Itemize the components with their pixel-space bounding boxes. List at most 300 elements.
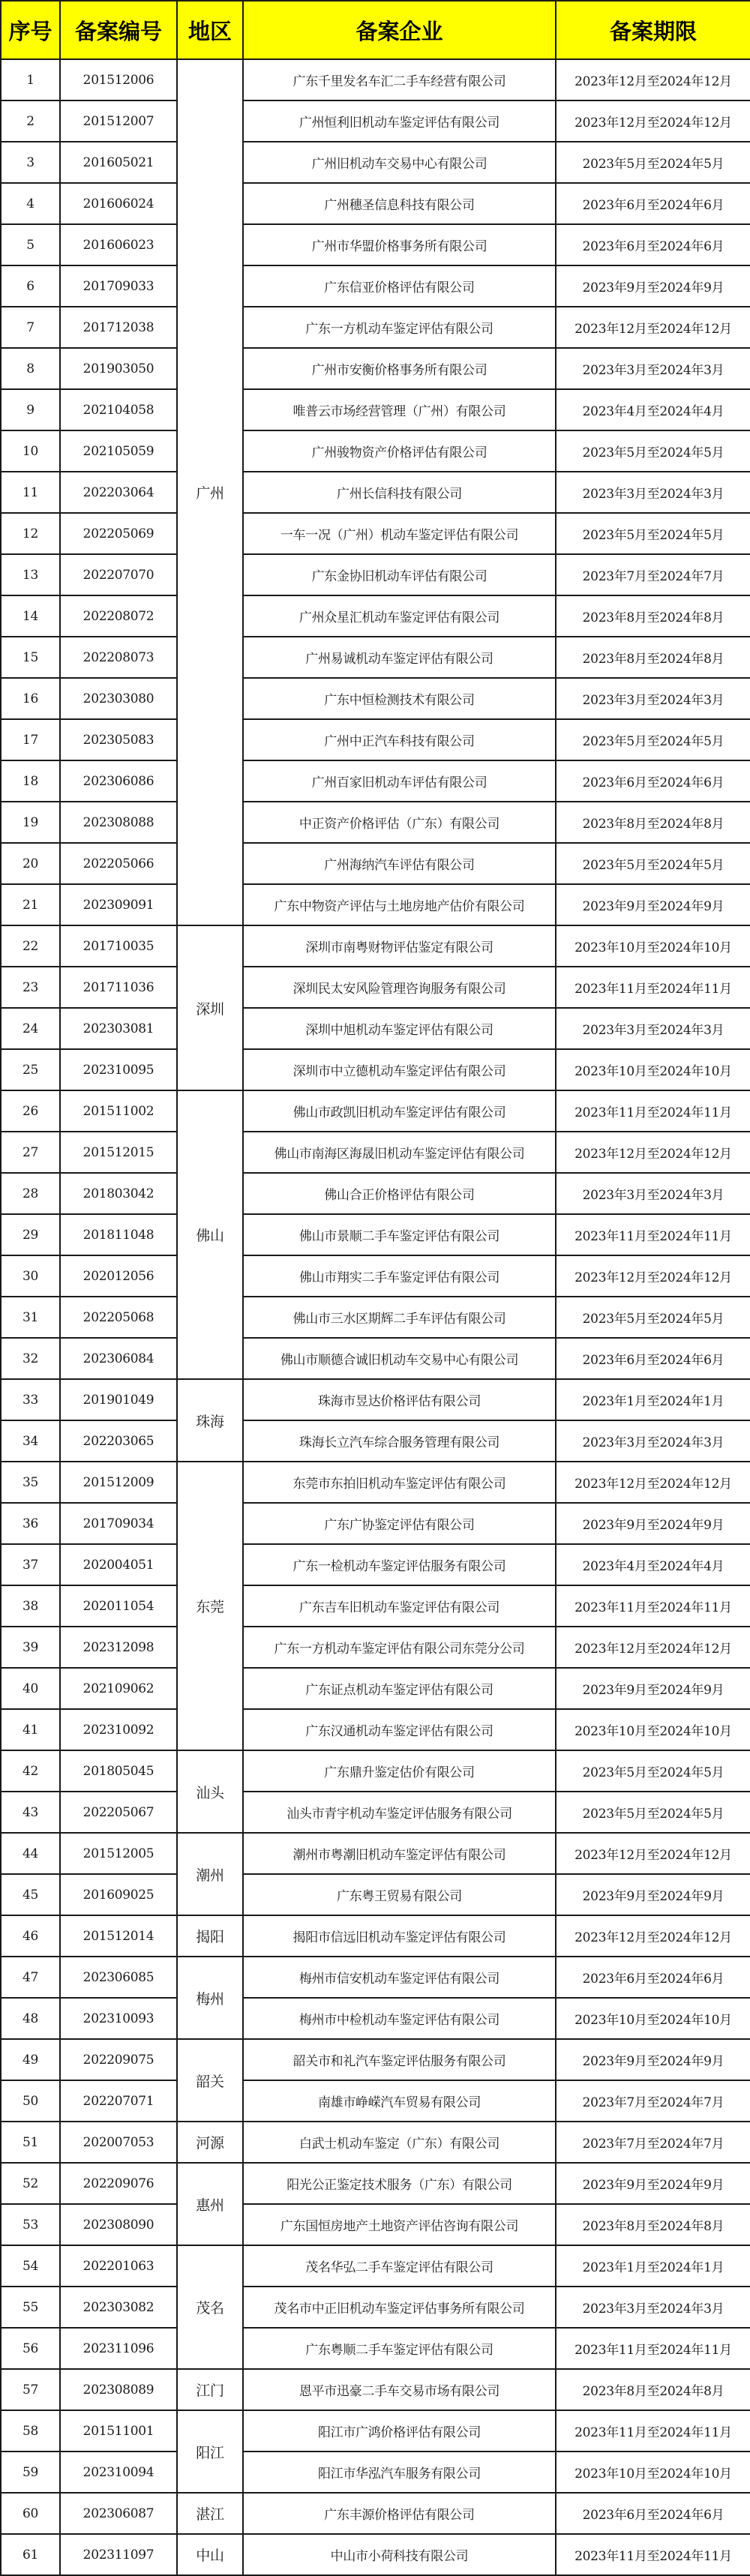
cell-serial-no: 54 [1,2245,60,2287]
cell-period: 2023年9月至2024年9月 [556,884,750,925]
cell-serial-no: 11 [1,472,60,513]
table-row [1,224,750,265]
cell-registration-code: 201709034 [60,1503,177,1544]
cell-company: 广东一检机动车鉴定评估服务有限公司 [243,1544,556,1585]
cell-serial-no: 20 [1,843,60,884]
cell-period: 2023年7月至2024年7月 [556,554,750,595]
cell-serial-no: 51 [1,2122,60,2163]
cell-company: 深圳民太安风险管理咨询服务有限公司 [243,967,556,1008]
cell-region: 潮州 [177,1833,243,1915]
cell-registration-code: 202310093 [60,1998,177,2039]
cell-company: 广东粤顺二手车鉴定评估有限公司 [243,2328,556,2369]
cell-registration-code: 202207070 [60,554,177,595]
table-row [1,884,750,925]
cell-registration-code: 202310094 [60,2452,177,2493]
table-row [1,1833,750,1874]
cell-registration-code: 202308088 [60,802,177,843]
cell-company: 广东广协鉴定评估有限公司 [243,1503,556,1544]
table-row [1,2245,750,2287]
cell-registration-code: 202205068 [60,1297,177,1338]
table-row [1,1173,750,1214]
cell-region: 茂名 [177,2245,243,2369]
cell-period: 2023年10月至2024年10月 [556,1709,750,1750]
cell-registration-code: 201511002 [60,1090,177,1132]
cell-company: 广州市安衡价格事务所有限公司 [243,348,556,389]
cell-period: 2023年11月至2024年11月 [556,1585,750,1627]
cell-company: 唯普云市场经营管理（广州）有限公司 [243,389,556,430]
cell-period: 2023年4月至2024年4月 [556,389,750,430]
cell-company: 广州穗圣信息科技有限公司 [243,183,556,224]
cell-company: 广东鼎升鉴定估价有限公司 [243,1750,556,1792]
table-row [1,1462,750,1503]
cell-registration-code: 201512009 [60,1462,177,1503]
cell-registration-code: 201805045 [60,1750,177,1792]
cell-region: 揭阳 [177,1915,243,1957]
cell-serial-no: 29 [1,1214,60,1255]
cell-registration-code: 202208072 [60,595,177,637]
cell-company: 恩平市迅豪二手车交易市场有限公司 [243,2369,556,2410]
cell-serial-no: 55 [1,2287,60,2328]
cell-period: 2023年9月至2024年9月 [556,1874,750,1915]
cell-region: 深圳 [177,925,243,1090]
table-row [1,472,750,513]
cell-company: 深圳市中立德机动车鉴定评估有限公司 [243,1049,556,1090]
cell-serial-no: 30 [1,1255,60,1297]
cell-registration-code: 201803042 [60,1173,177,1214]
table-row [1,2369,750,2410]
cell-company: 佛山市景顺二手车鉴定评估有限公司 [243,1214,556,1255]
cell-registration-code: 201512015 [60,1132,177,1173]
cell-serial-no: 15 [1,637,60,678]
cell-company: 茂名市中正旧机动车鉴定评估事务所有限公司 [243,2287,556,2328]
cell-serial-no: 58 [1,2410,60,2452]
cell-company: 梅州市中检机动车鉴定评估有限公司 [243,1998,556,2039]
cell-period: 2023年9月至2024年9月 [556,2039,750,2080]
cell-registration-code: 202306087 [60,2493,177,2534]
cell-serial-no: 25 [1,1049,60,1090]
table-row [1,307,750,348]
cell-region: 汕头 [177,1750,243,1833]
cell-registration-code: 201711036 [60,967,177,1008]
cell-company: 广东中恒检测技术有限公司 [243,678,556,719]
table-row [1,1668,750,1709]
cell-serial-no: 44 [1,1833,60,1874]
header-registration-code: 备案编号 [60,1,177,59]
table-row [1,2204,750,2245]
cell-period: 2023年4月至2024年4月 [556,1544,750,1585]
cell-period: 2023年1月至2024年1月 [556,1379,750,1420]
table-row [1,1503,750,1544]
table-row [1,142,750,183]
table-row [1,1998,750,2039]
table-row [1,760,750,802]
cell-registration-code: 202012056 [60,1255,177,1297]
cell-serial-no: 18 [1,760,60,802]
cell-registration-code: 202209076 [60,2163,177,2204]
cell-region: 珠海 [177,1379,243,1462]
cell-region: 佛山 [177,1090,243,1379]
table-row [1,1049,750,1090]
cell-registration-code: 201606023 [60,224,177,265]
cell-serial-no: 5 [1,224,60,265]
cell-region: 中山 [177,2534,243,2575]
cell-region: 广州 [177,59,243,925]
cell-region: 阳江 [177,2410,243,2493]
table-row [1,2163,750,2204]
cell-serial-no: 35 [1,1462,60,1503]
cell-company: 佛山市南海区海晟旧机动车鉴定评估有限公司 [243,1132,556,1173]
cell-period: 2023年10月至2024年10月 [556,925,750,967]
cell-period: 2023年11月至2024年11月 [556,2410,750,2452]
cell-company: 佛山市翔实二手车鉴定评估有限公司 [243,1255,556,1297]
cell-serial-no: 49 [1,2039,60,2080]
table-header [1,1,750,59]
cell-registration-code: 201512007 [60,100,177,142]
cell-period: 2023年12月至2024年12月 [556,100,750,142]
cell-period: 2023年11月至2024年11月 [556,1214,750,1255]
cell-company: 珠海市昱达价格评估有限公司 [243,1379,556,1420]
table-row [1,2039,750,2080]
table-row [1,389,750,430]
cell-registration-code: 202105059 [60,430,177,472]
cell-serial-no: 12 [1,513,60,554]
cell-company: 阳江市广鸿价格评估有限公司 [243,2410,556,2452]
cell-serial-no: 3 [1,142,60,183]
table-row [1,1338,750,1379]
cell-serial-no: 7 [1,307,60,348]
table-row [1,637,750,678]
cell-registration-code: 201712038 [60,307,177,348]
cell-registration-code: 202308089 [60,2369,177,2410]
cell-company: 广州海纳汽车评估有限公司 [243,843,556,884]
cell-period: 2023年5月至2024年5月 [556,142,750,183]
table-row [1,430,750,472]
cell-serial-no: 23 [1,967,60,1008]
cell-period: 2023年5月至2024年5月 [556,719,750,760]
cell-registration-code: 202205066 [60,843,177,884]
cell-serial-no: 28 [1,1173,60,1214]
table-row [1,1792,750,1833]
cell-region: 惠州 [177,2163,243,2245]
cell-registration-code: 202207071 [60,2080,177,2122]
header-serial-no: 序号 [1,1,60,59]
cell-registration-code: 202306084 [60,1338,177,1379]
cell-serial-no: 56 [1,2328,60,2369]
cell-company: 佛山合正价格评估有限公司 [243,1173,556,1214]
cell-serial-no: 48 [1,1998,60,2039]
cell-period: 2023年5月至2024年5月 [556,1750,750,1792]
cell-registration-code: 201605021 [60,142,177,183]
cell-period: 2023年12月至2024年12月 [556,1915,750,1957]
cell-serial-no: 40 [1,1668,60,1709]
cell-serial-no: 14 [1,595,60,637]
cell-company: 阳江市华泓汽车服务有限公司 [243,2452,556,2493]
cell-registration-code: 202203065 [60,1420,177,1462]
cell-company: 汕头市青宇机动车鉴定评估服务有限公司 [243,1792,556,1833]
cell-registration-code: 202306086 [60,760,177,802]
cell-period: 2023年9月至2024年9月 [556,1668,750,1709]
cell-period: 2023年11月至2024年11月 [556,2328,750,2369]
cell-period: 2023年12月至2024年12月 [556,307,750,348]
cell-company: 广州旧机动车交易中心有限公司 [243,142,556,183]
table-row [1,719,750,760]
cell-registration-code: 202109062 [60,1668,177,1709]
cell-registration-code: 201512005 [60,1833,177,1874]
table-row [1,1132,750,1173]
cell-company: 茂名华弘二手车鉴定评估有限公司 [243,2245,556,2287]
table-row [1,2410,750,2452]
cell-registration-code: 201903050 [60,348,177,389]
cell-region: 湛江 [177,2493,243,2534]
cell-serial-no: 37 [1,1544,60,1585]
cell-registration-code: 201710035 [60,925,177,967]
cell-registration-code: 202205067 [60,1792,177,1833]
table-row [1,59,750,100]
cell-period: 2023年11月至2024年11月 [556,967,750,1008]
cell-registration-code: 202205069 [60,513,177,554]
cell-serial-no: 60 [1,2493,60,2534]
cell-serial-no: 31 [1,1297,60,1338]
cell-registration-code: 201811048 [60,1214,177,1255]
table-row [1,802,750,843]
cell-company: 佛山市政凯旧机动车鉴定评估有限公司 [243,1090,556,1132]
cell-registration-code: 202303082 [60,2287,177,2328]
cell-company: 广州长信科技有限公司 [243,472,556,513]
cell-registration-code: 202311097 [60,2534,177,2575]
cell-serial-no: 27 [1,1132,60,1173]
cell-period: 2023年6月至2024年6月 [556,183,750,224]
cell-registration-code: 202011054 [60,1585,177,1627]
table-row [1,1709,750,1750]
cell-region: 江门 [177,2369,243,2410]
cell-registration-code: 202310095 [60,1049,177,1090]
cell-company: 广州中正汽车科技有限公司 [243,719,556,760]
cell-serial-no: 2 [1,100,60,142]
cell-period: 2023年11月至2024年11月 [556,2534,750,2575]
cell-serial-no: 46 [1,1915,60,1957]
table-row [1,183,750,224]
cell-company: 东莞市东拍旧机动车鉴定评估有限公司 [243,1462,556,1503]
header-row [1,1,750,59]
table-row [1,2287,750,2328]
cell-period: 2023年10月至2024年10月 [556,2452,750,2493]
cell-serial-no: 38 [1,1585,60,1627]
header-period: 备案期限 [556,1,750,59]
table-row [1,1008,750,1049]
table-row [1,1090,750,1132]
table-body [1,59,750,2575]
header-company: 备案企业 [243,1,556,59]
cell-company: 广东丰源价格评估有限公司 [243,2493,556,2534]
cell-registration-code: 201512014 [60,1915,177,1957]
cell-period: 2023年6月至2024年6月 [556,1957,750,1998]
cell-company: 广东中物资产评估与土地房地产估价有限公司 [243,884,556,925]
cell-serial-no: 61 [1,2534,60,2575]
cell-registration-code: 202209075 [60,2039,177,2080]
cell-period: 2023年12月至2024年12月 [556,1255,750,1297]
cell-serial-no: 19 [1,802,60,843]
table-row [1,1297,750,1338]
cell-region: 东莞 [177,1462,243,1750]
cell-period: 2023年3月至2024年3月 [556,1008,750,1049]
table-row [1,513,750,554]
cell-registration-code: 202311096 [60,2328,177,2369]
cell-company: 梅州市信安机动车鉴定评估有限公司 [243,1957,556,1998]
cell-region: 韶关 [177,2039,243,2122]
cell-period: 2023年1月至2024年1月 [556,2245,750,2287]
table-row [1,843,750,884]
table-row [1,1957,750,1998]
cell-serial-no: 50 [1,2080,60,2122]
cell-period: 2023年8月至2024年8月 [556,2369,750,2410]
cell-registration-code: 202208073 [60,637,177,678]
table-row [1,1420,750,1462]
cell-period: 2023年6月至2024年6月 [556,760,750,802]
table-row [1,2452,750,2493]
cell-serial-no: 8 [1,348,60,389]
table-row [1,2493,750,2534]
cell-serial-no: 32 [1,1338,60,1379]
table-row [1,1255,750,1297]
cell-period: 2023年5月至2024年5月 [556,513,750,554]
cell-registration-code: 202004051 [60,1544,177,1585]
cell-serial-no: 22 [1,925,60,967]
cell-registration-code: 201512006 [60,59,177,100]
table-row [1,1627,750,1668]
header-region: 地区 [177,1,243,59]
cell-registration-code: 202303081 [60,1008,177,1049]
cell-serial-no: 13 [1,554,60,595]
table-row [1,2534,750,2575]
cell-serial-no: 45 [1,1874,60,1915]
table-row [1,2122,750,2163]
cell-period: 2023年3月至2024年3月 [556,1420,750,1462]
cell-company: 广东千里发名车汇二手车经营有限公司 [243,59,556,100]
cell-period: 2023年3月至2024年3月 [556,472,750,513]
cell-registration-code: 202303080 [60,678,177,719]
cell-registration-code: 202306085 [60,1957,177,1998]
cell-serial-no: 42 [1,1750,60,1792]
cell-period: 2023年5月至2024年5月 [556,430,750,472]
table-row [1,1915,750,1957]
cell-registration-code: 201606024 [60,183,177,224]
table-row [1,1214,750,1255]
cell-region: 梅州 [177,1957,243,2039]
cell-period: 2023年12月至2024年12月 [556,1627,750,1668]
cell-company: 韶关市和礼汽车鉴定评估服务有限公司 [243,2039,556,2080]
cell-company: 广州众星汇机动车鉴定评估有限公司 [243,595,556,637]
table-row [1,1750,750,1792]
cell-serial-no: 10 [1,430,60,472]
cell-company: 广东一方机动车鉴定评估有限公司东莞分公司 [243,1627,556,1668]
table-row [1,1544,750,1585]
cell-period: 2023年6月至2024年6月 [556,2493,750,2534]
cell-company: 广东金协旧机动车评估有限公司 [243,554,556,595]
cell-period: 2023年12月至2024年12月 [556,1462,750,1503]
cell-company: 揭阳市信远旧机动车鉴定评估有限公司 [243,1915,556,1957]
cell-company: 广东信亚价格评估有限公司 [243,265,556,307]
cell-period: 2023年9月至2024年9月 [556,1503,750,1544]
table-row [1,1379,750,1420]
cell-period: 2023年8月至2024年8月 [556,2204,750,2245]
cell-registration-code: 201709033 [60,265,177,307]
cell-period: 2023年7月至2024年7月 [556,2122,750,2163]
cell-period: 2023年12月至2024年12月 [556,1132,750,1173]
cell-period: 2023年3月至2024年3月 [556,348,750,389]
table-row [1,678,750,719]
cell-region: 河源 [177,2122,243,2163]
cell-serial-no: 53 [1,2204,60,2245]
cell-company: 广州恒利旧机动车鉴定评估有限公司 [243,100,556,142]
cell-company: 广东证点机动车鉴定评估有限公司 [243,1668,556,1709]
cell-company: 广东吉车旧机动车鉴定评估有限公司 [243,1585,556,1627]
table-row [1,1585,750,1627]
cell-registration-code: 202305083 [60,719,177,760]
cell-registration-code: 202312098 [60,1627,177,1668]
cell-serial-no: 4 [1,183,60,224]
cell-period: 2023年3月至2024年3月 [556,678,750,719]
cell-registration-code: 201901049 [60,1379,177,1420]
cell-serial-no: 59 [1,2452,60,2493]
cell-period: 2023年6月至2024年6月 [556,1338,750,1379]
cell-company: 珠海长立汽车综合服务管理有限公司 [243,1420,556,1462]
cell-serial-no: 41 [1,1709,60,1750]
cell-registration-code: 202007053 [60,2122,177,2163]
cell-serial-no: 17 [1,719,60,760]
cell-serial-no: 36 [1,1503,60,1544]
table-row [1,100,750,142]
cell-registration-code: 201511001 [60,2410,177,2452]
cell-serial-no: 21 [1,884,60,925]
table-row [1,554,750,595]
cell-company: 广州易诚机动车鉴定评估有限公司 [243,637,556,678]
cell-period: 2023年3月至2024年3月 [556,2287,750,2328]
table-row [1,925,750,967]
cell-period: 2023年8月至2024年8月 [556,637,750,678]
cell-period: 2023年5月至2024年5月 [556,1297,750,1338]
cell-company: 深圳中旭机动车鉴定评估有限公司 [243,1008,556,1049]
table-row [1,348,750,389]
cell-period: 2023年5月至2024年5月 [556,1792,750,1833]
cell-registration-code: 201609025 [60,1874,177,1915]
cell-company: 中山市小荷科技有限公司 [243,2534,556,2575]
cell-company: 佛山市三水区期辉二手车评估有限公司 [243,1297,556,1338]
table-row [1,2328,750,2369]
cell-period: 2023年12月至2024年12月 [556,1833,750,1874]
cell-company: 阳光公正鉴定技术服务（广东）有限公司 [243,2163,556,2204]
cell-company: 南雄市峥嵘汽车贸易有限公司 [243,2080,556,2122]
cell-serial-no: 16 [1,678,60,719]
cell-registration-code: 202201063 [60,2245,177,2287]
cell-serial-no: 6 [1,265,60,307]
cell-company: 广州市华盟价格事务所有限公司 [243,224,556,265]
cell-serial-no: 34 [1,1420,60,1462]
cell-registration-code: 202203064 [60,472,177,513]
cell-serial-no: 1 [1,59,60,100]
cell-registration-code: 202310092 [60,1709,177,1750]
cell-company: 广东汉通机动车鉴定评估有限公司 [243,1709,556,1750]
cell-serial-no: 26 [1,1090,60,1132]
cell-company: 广州骏物资产价格评估有限公司 [243,430,556,472]
cell-serial-no: 52 [1,2163,60,2204]
cell-serial-no: 9 [1,389,60,430]
cell-period: 2023年8月至2024年8月 [556,802,750,843]
cell-period: 2023年10月至2024年10月 [556,1998,750,2039]
table-row [1,967,750,1008]
cell-period: 2023年12月至2024年12月 [556,59,750,100]
table-row [1,2080,750,2122]
table-row [1,265,750,307]
